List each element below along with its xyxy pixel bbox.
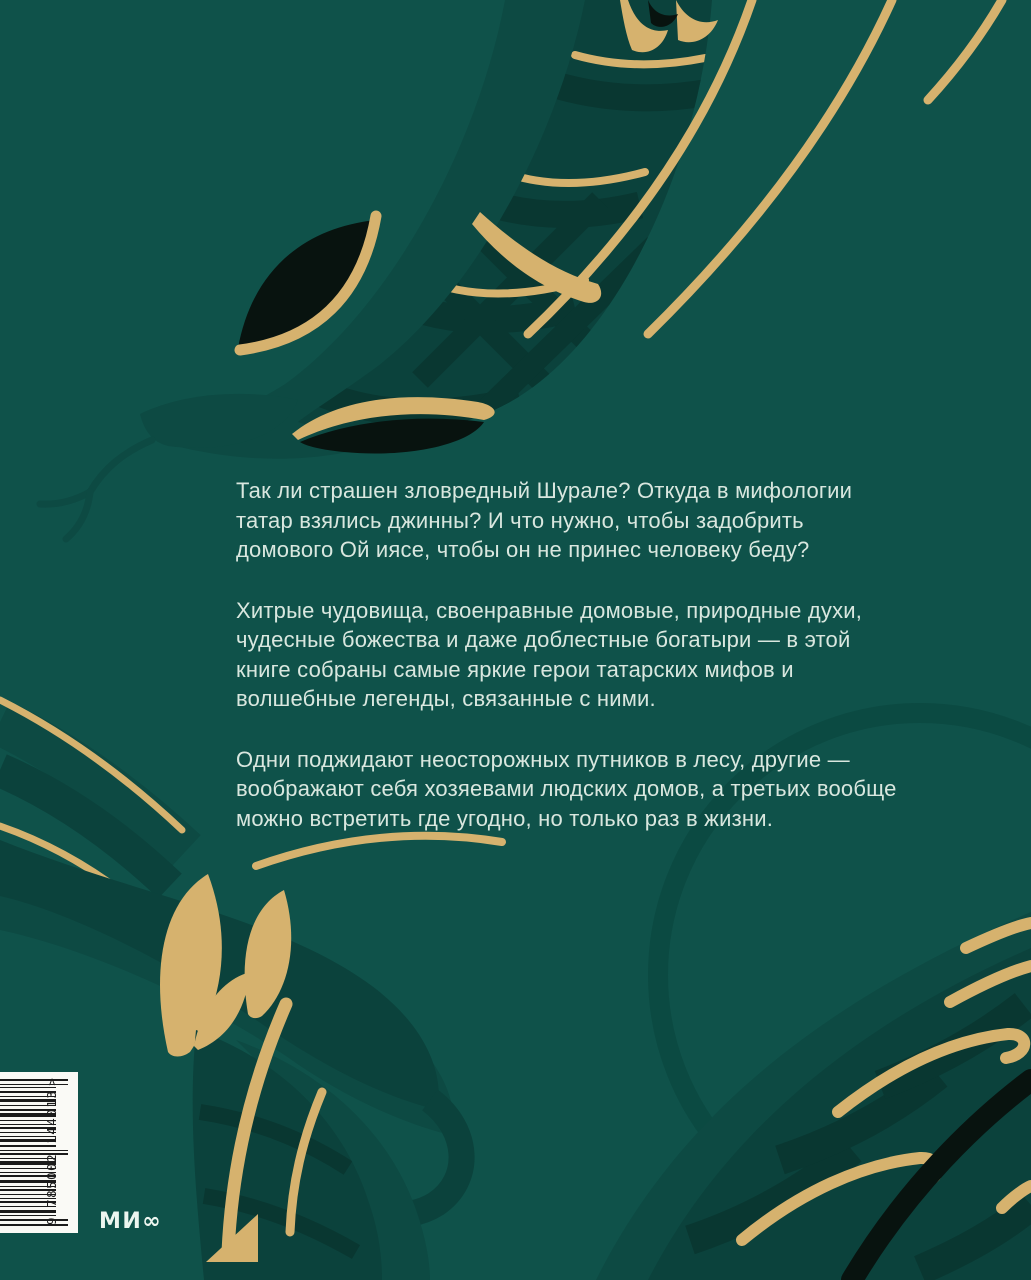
top-snake: [40, 0, 1002, 539]
blurb-paragraph-1: Так ли страшен зловредный Шурале? Откуда в мифологии татар взялись джинны? И что нужно, чтобы задобрить домового Ой иясе, чтобы он не принес человеку беду?: [236, 478, 853, 562]
blurb-paragraph-2: Хитрые чудовища, своенравные домовые, природные духи, чудесные божества и даже доблестные богатыри — в этой книге собраны самые яркие герои татарских мифов и волшебные легенды, связанные с ними.: [236, 597, 863, 711]
barcode-arrow-symbol: >: [44, 1076, 59, 1086]
back-cover-blurb: [236, 476, 904, 864]
barcode: [0, 1072, 78, 1233]
snake-tongue: [40, 440, 152, 539]
publisher-logo-mif: МИ∞: [99, 1209, 163, 1234]
barcode-digits: 9 785002 144013: [44, 1089, 59, 1225]
barcode-number: [44, 1075, 59, 1225]
barcode-bars: [0, 1076, 70, 1226]
blurb-paragraph-3: Одни поджидают неосторожных путников в лесу, другие — воображают себя хозяевами людских домов, а третьих вообще можно встретить где угодно, но только раз в жизни.: [236, 746, 897, 831]
